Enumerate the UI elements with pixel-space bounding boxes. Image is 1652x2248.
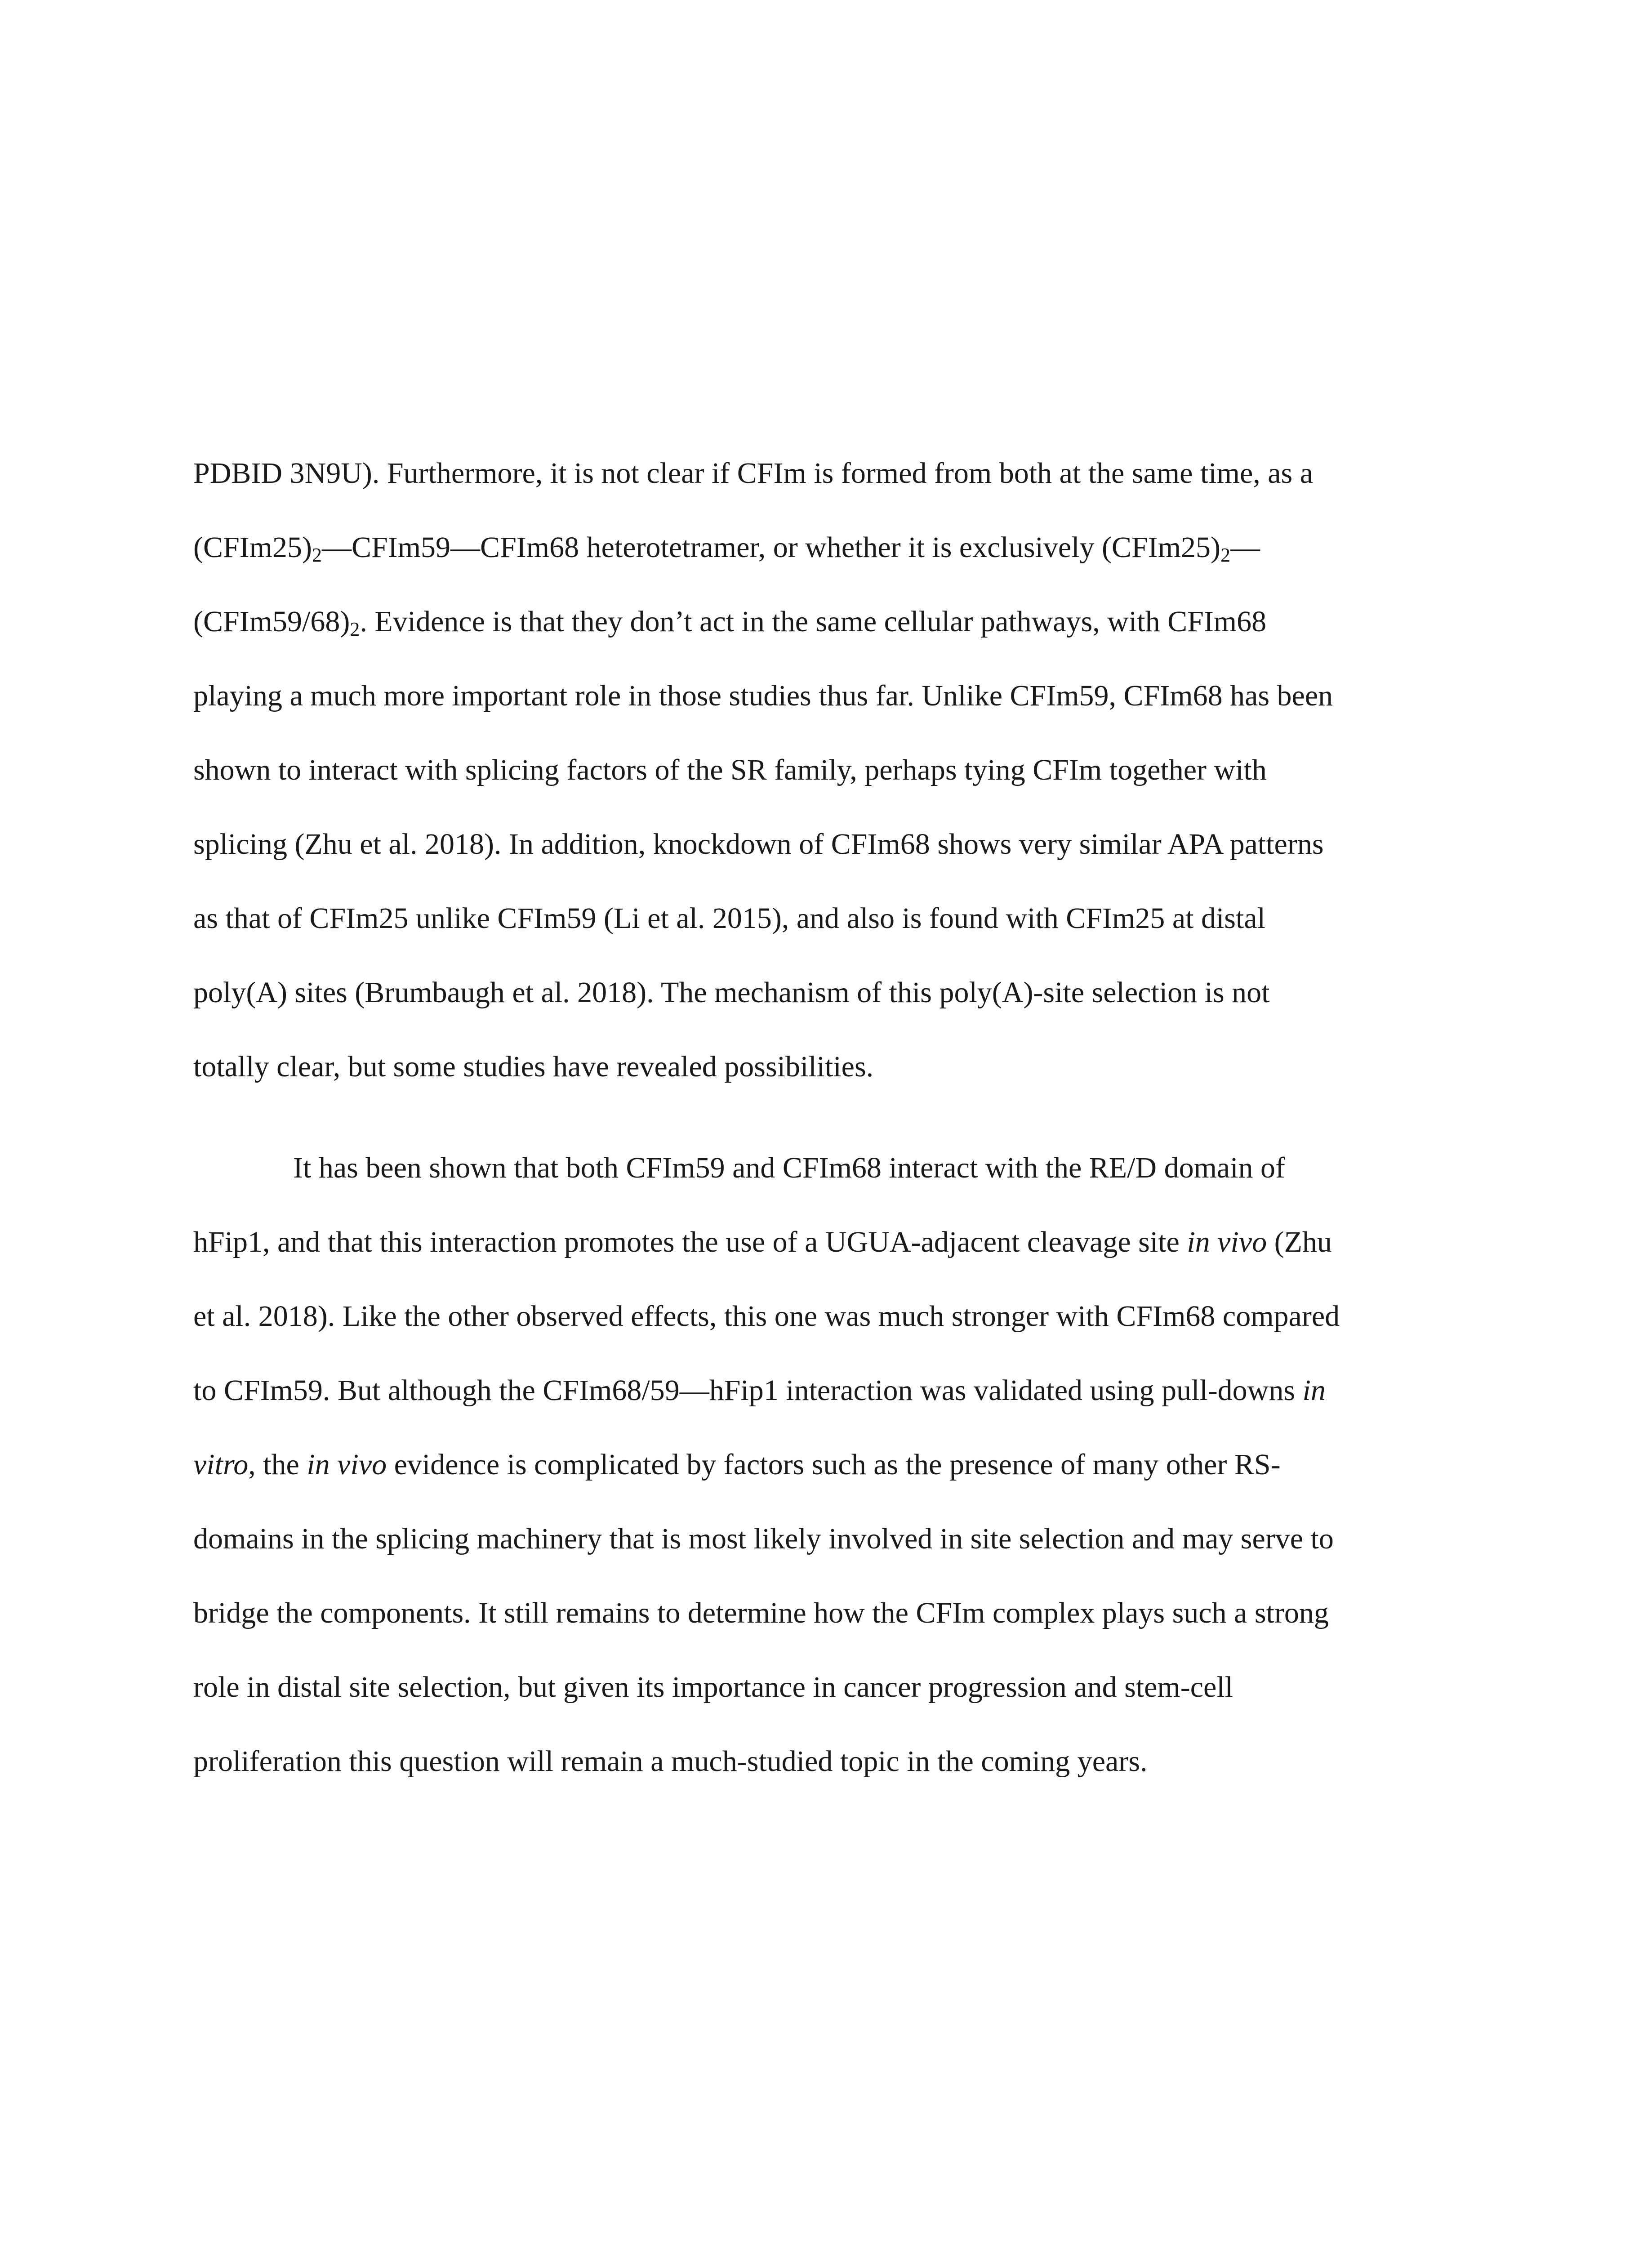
paragraph-1-line-2 xyxy=(193,531,1260,566)
paragraph-2-line-5 xyxy=(193,1450,1281,1480)
text-span: —CFIm59—CFIm68 heterotetramer, or whether it is exclusively (CFIm25) xyxy=(322,531,1221,564)
text-span: (Zhu xyxy=(1267,1226,1332,1258)
paragraph-1-line-5: shown to interact with splicing factors of the SR family, perhaps tying CFIm together with xyxy=(193,754,1267,786)
text-span: — xyxy=(1230,531,1260,564)
text-span: . Evidence is that they don’t act in the same cellular pathways, with CFIm68 xyxy=(360,605,1267,638)
paragraph-1-line-9: totally clear, but some studies have revealed possibilities. xyxy=(193,1050,874,1083)
subscript: 2 xyxy=(312,544,322,566)
paragraph-1-line-7: as that of CFIm25 unlike CFIm59 (Li et al. 2015), and also is found with CFIm25 at distal xyxy=(193,902,1265,935)
italic-text: vitro xyxy=(193,1448,249,1481)
text-span: evidence is complicated by factors such as the presence of many other RS- xyxy=(387,1448,1281,1481)
paragraph-2-line-9: proliferation this question will remain a much-studied topic in the coming years. xyxy=(193,1745,1148,1778)
italic-text: in xyxy=(1302,1374,1326,1407)
paragraph-2-line-8: role in distal site selection, but given its importance in cancer progression and stem-cell xyxy=(193,1671,1233,1704)
text-span: hFip1, and that this interaction promotes the use of a UGUA-adjacent cleavage site xyxy=(193,1226,1187,1258)
subscript: 2 xyxy=(1220,544,1231,566)
paragraph-2-line-3: et al. 2018). Like the other observed effects, this one was much stronger with CFIm68 compared xyxy=(193,1300,1340,1333)
paragraph-2-line-1: It has been shown that both CFIm59 and CFIm68 interact with the RE/D domain of xyxy=(293,1151,1286,1184)
paragraph-1-line-6: splicing (Zhu et al. 2018). In addition, knockdown of CFIm68 shows very similar APA patterns xyxy=(193,828,1324,861)
text-span: , the xyxy=(248,1448,307,1481)
paragraph-2-line-7: bridge the components. It still remains to determine how the CFIm complex plays such a strong xyxy=(193,1597,1329,1629)
text-span: to CFIm59. But although the CFIm68/59—hFip1 interaction was validated using pull-downs xyxy=(193,1374,1303,1407)
text-span: (CFIm25) xyxy=(193,531,312,564)
italic-text: in vivo xyxy=(307,1448,387,1481)
paragraph-2-line-4 xyxy=(193,1376,1326,1405)
paragraph-2-line-2 xyxy=(193,1227,1332,1257)
paragraph-1-line-4: playing a much more important role in those studies thus far. Unlike CFIm59, CFIm68 has been xyxy=(193,679,1333,712)
subscript: 2 xyxy=(350,618,360,640)
text-span: (CFIm59/68) xyxy=(193,605,350,638)
paragraph-1-line-3 xyxy=(193,605,1267,640)
paragraph-2-line-6: domains in the splicing machinery that is most likely involved in site selection and may serve to xyxy=(193,1522,1334,1555)
paragraph-1-line-1: PDBID 3N9U). Furthermore, it is not clear if CFIm is formed from both at the same time, as a xyxy=(193,457,1314,490)
italic-text: in vivo xyxy=(1187,1226,1267,1258)
paragraph-1-line-8: poly(A) sites (Brumbaugh et al. 2018). The mechanism of this poly(A)-site selection is not xyxy=(193,976,1270,1009)
